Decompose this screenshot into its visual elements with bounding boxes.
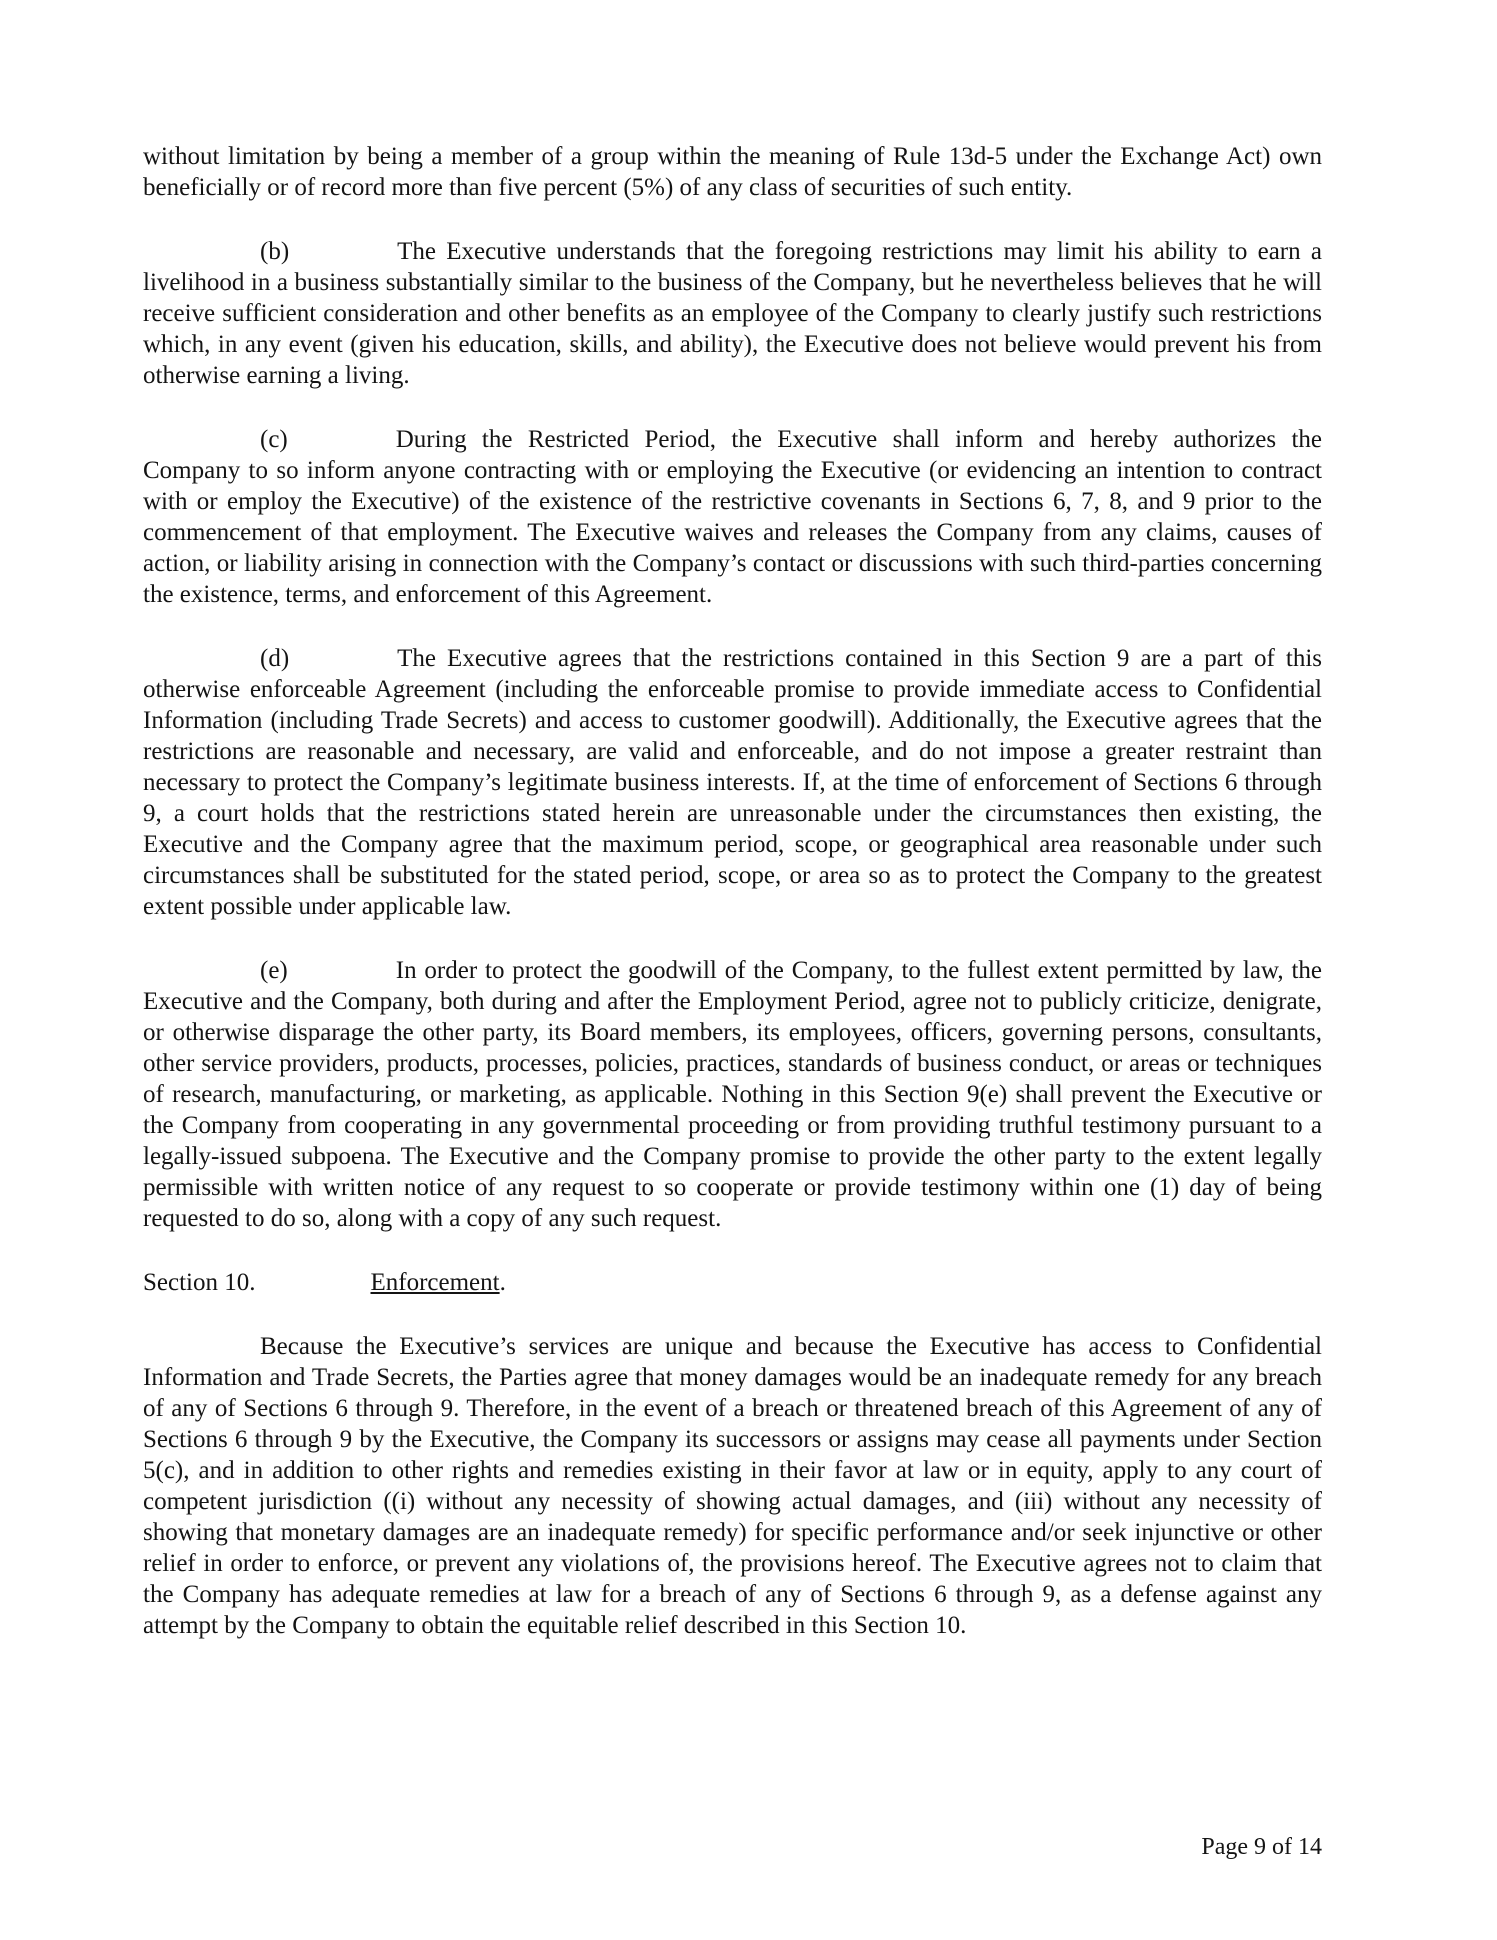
intro-paragraph: without limitation by being a member of a group within the meaning of Rule 13d-5 under the Exchange Act) own beneficially or of record more than five percent (5%) of any class of securities of such entity. [143, 143, 1322, 201]
paragraph-d-text: The Executive agrees that the restrictions contained in this Section 9 are a part of this otherwise enforceable Agreement (including the enforceable promise to provide immediate access to Confidential Information (including Trade Secrets) and access to customer goodwill). Additionally, the Executive agrees that the restrictions are reasonable and necessary, are valid and enforceable, and do not impose a greater restraint than necessary to protect the Company’s legitimate business interests. If, at the time of enforcement of Sections 6 through 9, a court holds that the restrictions stated herein are unreasonable under the circumstances then existing, the Executive and the Company agree that the maximum period, scope, or geographical area reasonable under such circumstances shall be substituted for the stated period, scope, or area so as to protect the Company to the greatest extent possible under applicable law. [143, 645, 1322, 920]
paragraph-b-text: The Executive understands that the foregoing restrictions may limit his ability to earn a livelihood in a business substantially similar to the business of the Company, but he nevertheless believes that he will receive sufficient consideration and other benefits as an employee of the Company to clearly justify such restrictions which, in any event (given his education, skills, and ability), the Executive does not believe would prevent his from otherwise earning a living. [143, 238, 1322, 389]
section-10-heading [143, 1267, 1322, 1298]
section-title: Enforcement [370, 1269, 500, 1296]
paragraph-d-label: (d) [260, 645, 290, 672]
paragraph-e [143, 955, 1322, 1234]
section-title-period: . [499, 1269, 506, 1296]
paragraph-b-label: (b) [260, 238, 290, 265]
closing-paragraph: Because the Executive’s services are unique and because the Executive has access to Confidential Information and Trade Secrets, the Parties agree that money damages would be an inadequate remedy for any breach of any of Sections 6 through 9. Therefore, in the event of a breach or threatened breach of this Agreement of any of Sections 6 through 9 by the Executive, the Company its successors or assigns may cease all payments under Section 5(c), and in addition to other rights and remedies existing in their favor at law or in equity, apply to any court of competent jurisdiction ((i) without any necessity of showing actual damages, and (iii) without any necessity of showing that monetary damages are an inadequate remedy) for specific performance and/or seek injunctive or other relief in order to enforce, or prevent any violations of, the provisions hereof. The Executive agrees not to claim that the Company has adequate remedies at law for a breach of any of Sections 6 through 9, as a defense against any attempt by the Company to obtain the equitable relief described in this Section 10. [143, 1333, 1322, 1639]
paragraph-d [143, 643, 1322, 922]
paragraph-e-text: In order to protect the goodwill of the Company, to the fullest extent permitted by law, the Executive and the Company, both during and after the Employment Period, agree not to publicly criticize, denigrate, or otherwise disparage the other party, its Board members, its employees, officers, governing persons, consultants, other service providers, products, processes, policies, practices, standards of business conduct, or areas or techniques of research, manufacturing, or marketing, as applicable. Nothing in this Section 9(e) shall prevent the Executive or the Company from cooperating in any governmental proceeding or from providing truthful testimony pursuant to a legally-issued subpoena. The Executive and the Company promise to provide the other party to the extent legally permissible with written notice of any request to so cooperate or provide testimony within one (1) day of being requested to do so, along with a copy of any such request. [143, 957, 1322, 1232]
paragraph-c [143, 424, 1322, 610]
paragraph-e-label: (e) [260, 957, 288, 984]
paragraph-b [143, 236, 1322, 391]
section-number: Section 10. [143, 1269, 256, 1296]
page-number: Page 9 of 14 [1201, 1834, 1322, 1860]
paragraph-c-text: During the Restricted Period, the Executive shall inform and hereby authorizes the Company to so inform anyone contracting with or employing the Executive (or evidencing an intention to contract with or employ the Executive) of the existence of the restrictive covenants in Sections 6, 7, 8, and 9 prior to the commencement of that employment. The Executive waives and releases the Company from any claims, causes of action, or liability arising in connection with the Company’s contact or discussions with such third-parties concerning the existence, terms, and enforcement of this Agreement. [143, 426, 1322, 608]
paragraph-c-label: (c) [260, 426, 288, 453]
